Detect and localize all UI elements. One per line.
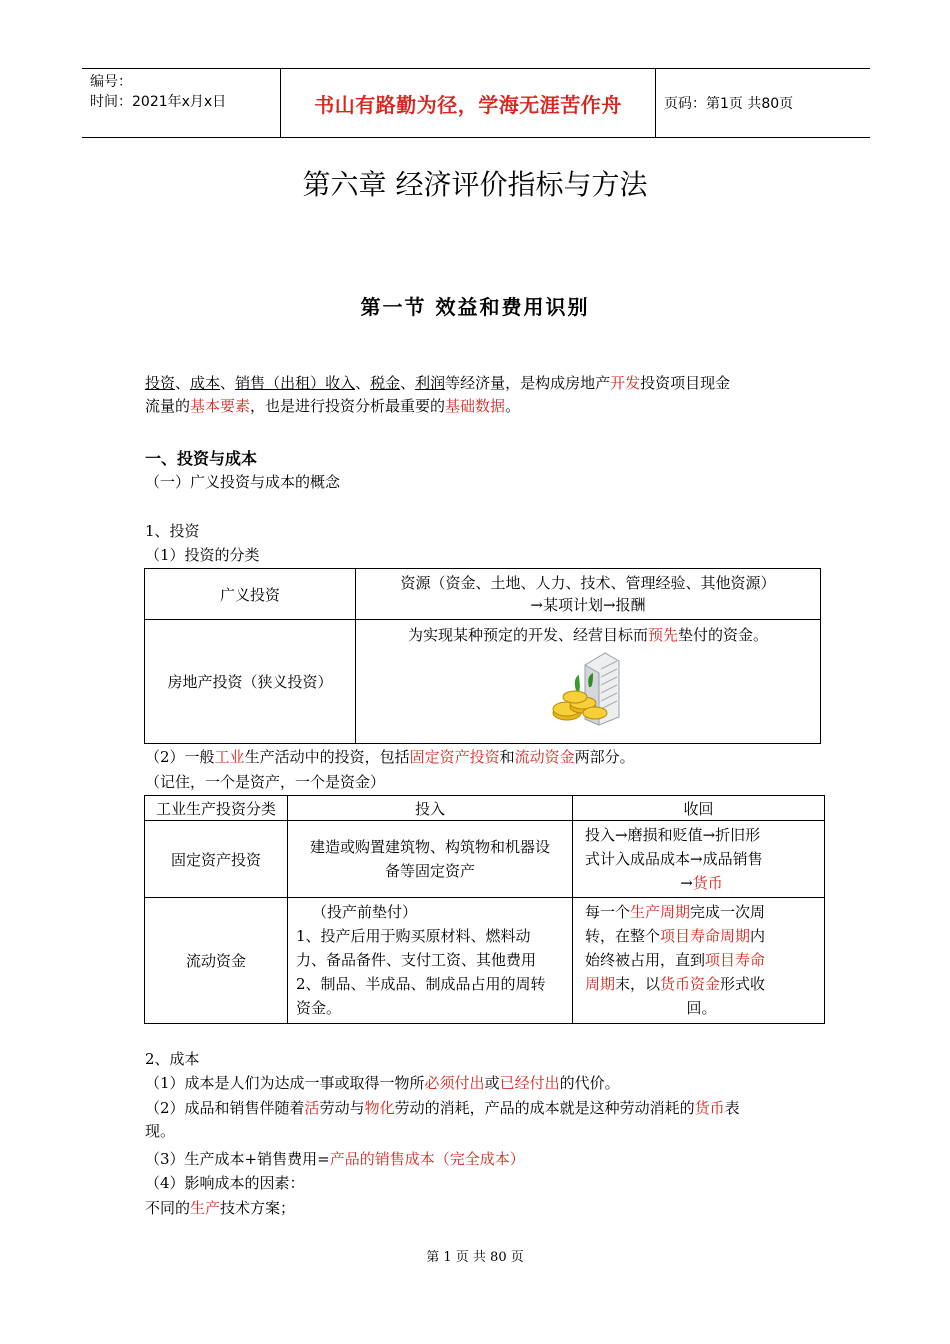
cell-line: （投产前垫付）	[312, 903, 418, 921]
table-cell: 流动资金	[145, 898, 288, 1024]
cell-line: 备等固定资产	[384, 862, 475, 880]
intro-text: 流量的	[145, 397, 191, 415]
intro-red: 基础数据	[445, 397, 506, 415]
text-red: 生产周期	[630, 903, 691, 921]
intro-item: 投资	[145, 374, 176, 392]
text: 劳动与	[319, 1099, 365, 1117]
text-red: 流动资金	[514, 748, 575, 766]
subheading-concept: （一）广义投资与成本的概念	[145, 473, 341, 491]
cost-p5	[145, 1197, 295, 1220]
table-cell	[356, 569, 821, 620]
intro-item: 销售（出租）收入	[235, 374, 356, 392]
header-middle-cell	[281, 69, 656, 137]
cell-line: 2、制品、半成品、制成品占用的周转	[296, 975, 546, 993]
table-cell	[573, 898, 825, 1024]
intro-text: 等经济量，是构成房地产	[445, 374, 611, 392]
cell-line: 建造或购置建筑物、构筑物和机器设	[309, 838, 550, 856]
text: →	[680, 874, 693, 892]
text-red: 固定资产投资	[409, 748, 500, 766]
table-header-cell: 投入	[288, 796, 573, 821]
table-row	[145, 821, 825, 898]
text: （3）生产成本+销售费用=	[145, 1150, 330, 1168]
cell-line: 力、备品备件、支付工资、其他费用	[296, 951, 537, 969]
text-red: 周期	[585, 975, 616, 993]
text-red: 工业	[214, 748, 245, 766]
text: 始终被占用，直到	[585, 951, 706, 969]
text-red: 货币	[692, 874, 723, 892]
intro-text: 。	[505, 397, 521, 415]
cell-text-red: 预先	[647, 626, 678, 644]
invest-note2: （记住，一个是资产，一个是资金）	[145, 773, 386, 791]
table-cell: 房地产投资（狭义投资）	[145, 620, 356, 744]
text: 不同的	[145, 1199, 191, 1217]
table-cell	[573, 821, 825, 898]
doc-number-label: 编号：	[90, 74, 132, 90]
intro-paragraph	[145, 372, 815, 418]
intro-red: 开发	[610, 374, 641, 392]
invest-classification-table	[144, 568, 821, 744]
table-cell	[356, 620, 821, 744]
text: 生产活动中的投资，包括	[244, 748, 410, 766]
intro-item: 成本	[190, 374, 221, 392]
industrial-investment-table	[144, 795, 825, 1024]
text: 每一个	[585, 903, 631, 921]
cell-line	[585, 972, 818, 996]
cell-line: 资源（资金、土地、人力、技术、管理经验、其他资源）	[400, 574, 776, 592]
text-red: 必须付出	[424, 1074, 485, 1092]
table-row	[145, 569, 821, 620]
cell-line	[362, 624, 814, 645]
text: （1）成本是人们为达成一事或取得一物所	[145, 1074, 425, 1092]
cell-text: 垫付的资金。	[678, 626, 769, 644]
text-red: 货币资金	[660, 975, 721, 993]
table-cell	[288, 898, 573, 1024]
cell-line	[585, 948, 818, 972]
text-red: 已经付出	[499, 1074, 560, 1092]
invest-class-title: （1）投资的分类	[145, 546, 260, 564]
cell-line: 资金。	[296, 999, 342, 1017]
building-coins-illustration	[549, 647, 627, 727]
text-red: 货币	[694, 1099, 725, 1117]
text: 形式收	[720, 975, 766, 993]
cell-line: 式计入成品成本→成品销售	[585, 850, 763, 868]
table-header-cell: 收回	[573, 796, 825, 821]
table-cell: 广义投资	[145, 569, 356, 620]
cell-line: →某项计划→报酬	[530, 596, 646, 614]
text: 的代价。	[559, 1074, 620, 1092]
text-red: 生产	[190, 1199, 221, 1217]
table-cell: 固定资产投资	[145, 821, 288, 898]
intro-red: 基本要素	[190, 397, 251, 415]
section-title: 第一节 效益和费用识别	[360, 295, 590, 319]
table-header-row	[145, 796, 825, 821]
header-left-cell	[82, 69, 281, 137]
text-red: 项目寿命周期	[660, 927, 751, 945]
text: 两部分。	[574, 748, 635, 766]
cost-p1	[145, 1072, 825, 1095]
date-label: 时间：2021年x月x日	[90, 94, 227, 110]
cost-p3	[145, 1148, 525, 1171]
table-header-cell: 工业生产投资分类	[145, 796, 288, 821]
cell-line	[585, 924, 818, 948]
document-header	[82, 68, 870, 138]
text: 或	[484, 1074, 500, 1092]
text: 和	[499, 748, 515, 766]
text: 末，以	[615, 975, 661, 993]
cost-p2	[145, 1097, 825, 1143]
intro-item: 利润	[415, 374, 446, 392]
cell-text: 为实现某种预定的开发、经营目标而	[407, 626, 648, 644]
cell-line: 投入→磨损和贬值→折旧形	[585, 826, 761, 844]
text-red: 项目寿命	[705, 951, 766, 969]
sep: 、	[220, 374, 236, 392]
cost-title: 2、成本	[145, 1050, 200, 1068]
sep: 、	[175, 374, 191, 392]
text: 表	[724, 1099, 740, 1117]
sep: 、	[400, 374, 416, 392]
text: （2）成品和销售伴随着	[145, 1099, 305, 1117]
text: 完成一次周	[690, 903, 766, 921]
text-red: 活	[304, 1099, 320, 1117]
text: 转，在整个	[585, 927, 661, 945]
cell-line: 回。	[686, 999, 717, 1017]
text: 内	[750, 927, 766, 945]
text-red: 物化	[364, 1099, 395, 1117]
invest-note	[145, 746, 635, 769]
cell-line	[585, 900, 818, 924]
table-cell	[288, 821, 573, 898]
text-red: 产品的销售成本（完全成本）	[329, 1150, 525, 1168]
intro-text: ，也是进行投资分析最重要的	[250, 397, 446, 415]
chapter-title: 第六章 经济评价指标与方法	[302, 168, 648, 201]
heading-invest-cost: 一、投资与成本	[145, 449, 258, 468]
cost-p4: （4）影响成本的因素：	[145, 1174, 305, 1192]
text: （2）一般	[145, 748, 215, 766]
motto: 书山有路勤为径，学海无涯苦作舟	[314, 92, 622, 117]
intro-text: 投资项目现金	[640, 374, 731, 392]
text: 现。	[145, 1122, 176, 1140]
table-row	[145, 620, 821, 744]
page-info: 页码：第1页 共80页	[664, 96, 794, 112]
text: 劳动的消耗，产品的成本就是这种劳动消耗的	[394, 1099, 695, 1117]
table-row	[145, 898, 825, 1024]
page-footer: 第 1 页 共 80 页	[426, 1250, 524, 1265]
intro-item: 税金	[370, 374, 401, 392]
header-right-cell	[656, 69, 870, 137]
invest-title: 1、投资	[145, 522, 200, 540]
text: 技术方案；	[220, 1199, 296, 1217]
sep: 、	[355, 374, 371, 392]
cell-line	[585, 871, 818, 895]
cell-line: 1、投产后用于购买原材料、燃料动	[296, 927, 531, 945]
